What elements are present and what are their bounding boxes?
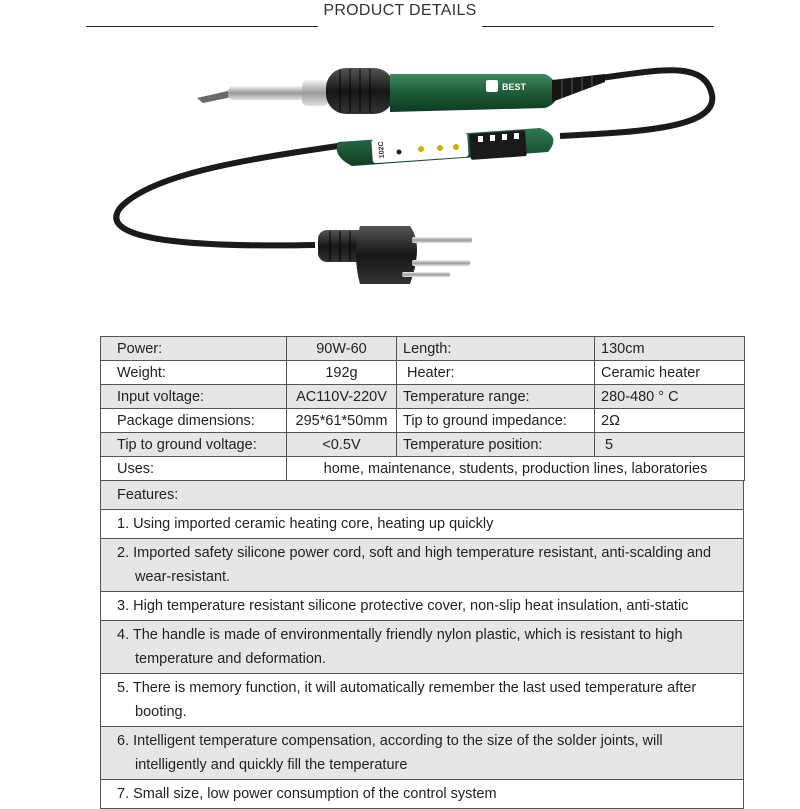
features-table — [100, 480, 744, 809]
feature-text: 7. Small size, low power consumption of the control system — [117, 786, 497, 802]
spec-table — [100, 336, 745, 481]
spec-label: Package dimensions: — [101, 409, 287, 433]
feature-text: 5. There is memory function, it will automatically remember the last used temperature after booting. — [117, 680, 697, 720]
spec-value: 295*61*50mm — [287, 409, 397, 433]
spec-value: home, maintenance, students, production lines, laboratories — [287, 457, 745, 481]
spec-value: 2Ω — [595, 409, 745, 433]
spec-label: Heater: — [397, 361, 595, 385]
feature-text: 4. The handle is made of environmentally friendly nylon plastic, which is resistant to high temperature and deformation. — [117, 627, 683, 667]
spec-label: Weight: — [101, 361, 287, 385]
features-heading: Features: — [101, 481, 744, 510]
features-heading-row — [101, 481, 744, 510]
spec-row — [101, 361, 745, 385]
spec-label: Power: — [101, 337, 287, 361]
feature-row — [101, 592, 744, 621]
header-divider — [86, 26, 714, 27]
spec-value: 90W-60 — [287, 337, 397, 361]
feature-row — [101, 510, 744, 539]
page-title: PRODUCT DETAILS — [323, 2, 477, 19]
feature-text: 6. Intelligent temperature compensation, according to the size of the solder joints, will intelligently and quickly fill the temperature — [117, 733, 663, 773]
spec-value: Ceramic heater — [595, 361, 745, 385]
spec-label: Tip to ground impedance: — [397, 409, 595, 433]
spec-value: 280-480 ° C — [595, 385, 745, 409]
spec-label: Input voltage: — [101, 385, 287, 409]
spec-row — [101, 457, 745, 481]
spec-label: Length: — [397, 337, 595, 361]
spec-label: Temperature position: — [397, 433, 595, 457]
spec-row — [101, 409, 745, 433]
spec-value: 130cm — [595, 337, 745, 361]
feature-text: 3. High temperature resistant silicone protective cover, non-slip heat insulation, anti-static — [117, 598, 689, 614]
model-label: 102C — [377, 141, 386, 159]
spec-value: <0.5V — [287, 433, 397, 457]
brand-name: BEST — [502, 82, 527, 92]
spec-value: 192g — [287, 361, 397, 385]
feature-row — [101, 674, 744, 727]
spec-label: Uses: — [101, 457, 287, 481]
feature-row — [101, 727, 744, 780]
power-plug — [318, 226, 472, 284]
brand-logo — [486, 80, 527, 92]
spec-value: AC110V-220V — [287, 385, 397, 409]
spec-value: 5 — [595, 433, 745, 457]
page-header — [86, 0, 714, 30]
spec-label: Temperature range: — [397, 385, 595, 409]
feature-row — [101, 621, 744, 674]
spec-row — [101, 385, 745, 409]
feature-row — [101, 780, 744, 809]
spec-row — [101, 337, 745, 361]
feature-row — [101, 539, 744, 592]
spec-label: Tip to ground voltage: — [101, 433, 287, 457]
feature-text: 2. Imported safety silicone power cord, soft and high temperature resistant, anti-scalding and wear-resistant. — [117, 545, 712, 585]
soldering-iron-image — [0, 40, 800, 330]
feature-text: 1. Using imported ceramic heating core, heating up quickly — [117, 516, 494, 532]
spec-row — [101, 433, 745, 457]
